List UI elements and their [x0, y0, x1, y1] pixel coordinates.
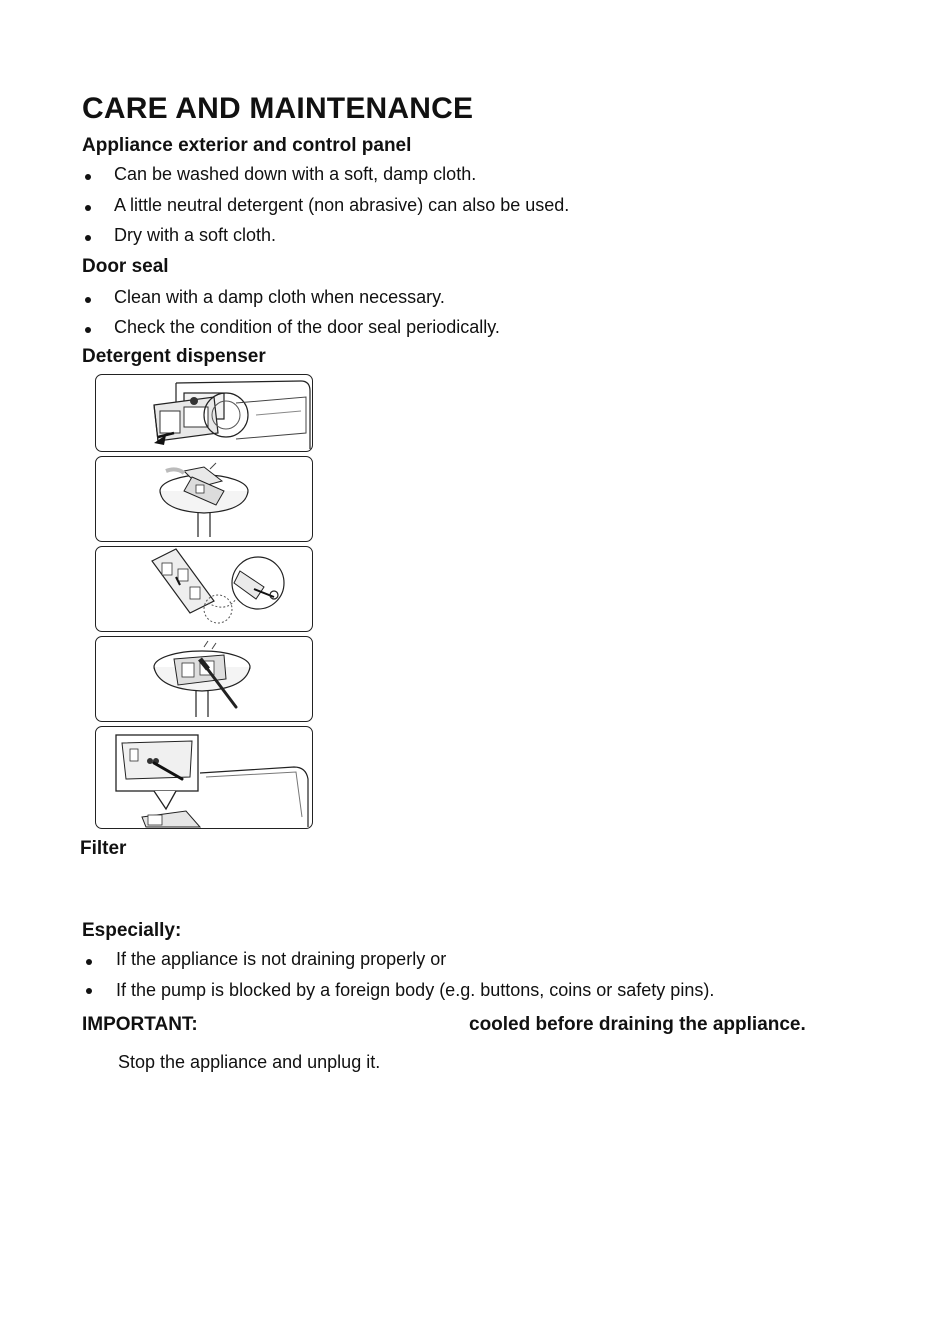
section-heading-door-seal: Door seal [82, 256, 169, 277]
section-heading-especially: Especially: [82, 920, 182, 941]
bullet-icon [85, 327, 91, 333]
step-text: Stop the appliance and unplug it. [118, 1052, 381, 1072]
list-item-text: If the pump is blocked by a foreign body (e.g. buttons, coins or safety pins). [116, 980, 715, 1000]
recess-illustration [96, 727, 312, 828]
list-item-text: Check the condition of the door seal periodically. [114, 317, 500, 337]
bullet-icon [85, 205, 91, 211]
figure-remove-drawer [95, 374, 313, 452]
bullet-icon [86, 959, 92, 965]
list-item-text: Clean with a damp cloth when necessary. [114, 287, 445, 307]
bullet-icon [85, 174, 91, 180]
sink-illustration [96, 457, 312, 541]
list-item-text: A little neutral detergent (non abrasive) can also be used. [114, 195, 570, 215]
list-item-text: Can be washed down with a soft, damp cloth. [114, 164, 477, 184]
section-heading-dispenser: Detergent dispenser [82, 346, 266, 367]
bullet-icon [86, 988, 92, 994]
page-title: CARE AND MAINTENANCE [82, 92, 474, 125]
figure-brush-drawer [95, 636, 313, 722]
section-heading-exterior: Appliance exterior and control panel [82, 135, 412, 156]
section-heading-filter: Filter [80, 838, 127, 859]
figure-siphon-detail [95, 546, 313, 632]
brush-sink-illustration [96, 637, 312, 721]
list-item-text: Dry with a soft cloth. [114, 225, 277, 245]
washing-machine-drawer-illustration [96, 375, 312, 451]
bullet-icon [85, 235, 91, 241]
figure-clean-recess [95, 726, 313, 829]
important-text: cooled before draining the appliance. [469, 1014, 806, 1035]
figure-drawer-in-sink [95, 456, 313, 542]
list-item-text: If the appliance is not draining properly or [116, 949, 447, 969]
bullet-icon [85, 297, 91, 303]
siphon-illustration [96, 547, 312, 631]
important-label: IMPORTANT: [82, 1014, 198, 1035]
